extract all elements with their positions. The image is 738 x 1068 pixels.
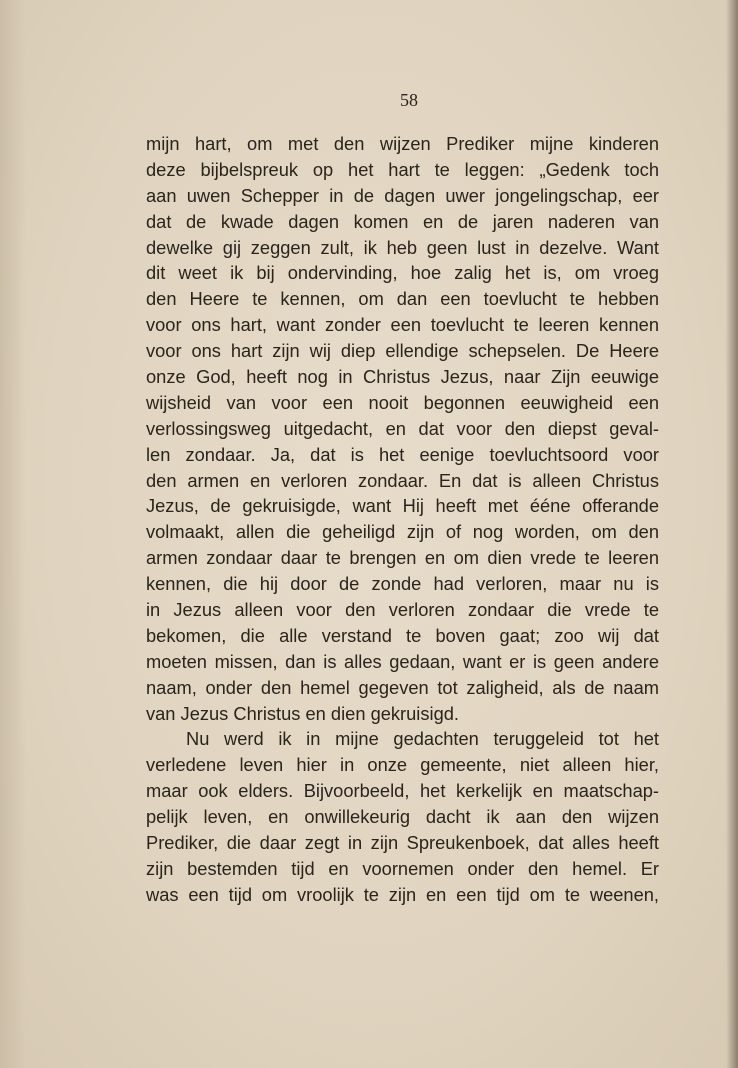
text-line: dit weet ik bij ondervinding, hoe zalig het is, om vroeg bbox=[146, 262, 659, 284]
text-line: voor ons hart, want zonder een toevlucht te leeren kennen bbox=[146, 314, 659, 336]
text-line: dat de kwade dagen komen en de jaren naderen van bbox=[146, 210, 659, 232]
text-line: naam, onder den hemel gegeven tot zaligheid, als de naam bbox=[146, 676, 659, 698]
text-line: in Jezus alleen voor den verloren zondaar die vrede te bbox=[146, 599, 659, 621]
text-line: bekomen, die alle verstand te boven gaat; zoo wij dat bbox=[146, 624, 659, 646]
text-line: verledene leven hier in onze gemeente, niet alleen hier, bbox=[146, 754, 659, 776]
text-line: Jezus, de gekruisigde, want Hij heeft met ééne offerande bbox=[146, 495, 659, 517]
text-line: voor ons hart zijn wij diep ellendige schepselen. De Heere bbox=[146, 340, 659, 362]
text-line: len zondaar. Ja, dat is het eenige toevluchtsoord voor bbox=[146, 443, 659, 465]
text-line: van Jezus Christus en dien gekruisigd. bbox=[146, 702, 459, 724]
text-line: verlossingsweg uitgedacht, en dat voor den diepst geval- bbox=[146, 417, 659, 439]
text-line: aan uwen Schepper in de dagen uwer jongelingschap, eer bbox=[146, 184, 659, 206]
text-line: Nu werd ik in mijne gedachten teruggeleid tot het bbox=[186, 728, 659, 750]
text-line: was een tijd om vroolijk te zijn en een tijd om te weenen, bbox=[146, 883, 659, 905]
text-line: maar ook elders. Bijvoorbeeld, het kerkelijk en maatschap- bbox=[146, 780, 659, 802]
page-edge bbox=[726, 0, 738, 1068]
text-line: den Heere te kennen, om dan een toevlucht te hebben bbox=[146, 288, 659, 310]
text-line: dewelke gij zeggen zult, ik heb geen lust in dezelve. Want bbox=[146, 236, 659, 258]
text-line: wijsheid van voor een nooit begonnen eeuwigheid een bbox=[146, 391, 659, 413]
text-line: den armen en verloren zondaar. En dat is alleen Christus bbox=[146, 469, 659, 491]
text-line: deze bijbelspreuk op het hart te leggen: „Gedenk toch bbox=[146, 158, 659, 180]
text-line: armen zondaar daar te brengen en om dien vrede te leeren bbox=[146, 547, 659, 569]
text-line: volmaakt, allen die geheiligd zijn of nog worden, om den bbox=[146, 521, 659, 543]
body-text bbox=[146, 131, 659, 908]
text-line: pelijk leven, en onwillekeurig dacht ik aan den wijzen bbox=[146, 806, 659, 828]
page-gutter-shadow bbox=[0, 0, 26, 1068]
text-line: kennen, die hij door de zonde had verloren, maar nu is bbox=[146, 573, 659, 595]
text-line: mijn hart, om met den wijzen Prediker mijne kinderen bbox=[146, 133, 659, 154]
text-line: moeten missen, dan is alles gedaan, want er is geen andere bbox=[146, 650, 659, 672]
text-line: onze God, heeft nog in Christus Jezus, naar Zijn eeuwige bbox=[146, 366, 659, 388]
text-line: zijn bestemden tijd en voornemen onder den hemel. Er bbox=[146, 857, 659, 879]
page-number: 58 bbox=[400, 90, 418, 110]
text-line: Prediker, die daar zegt in zijn Spreukenboek, dat alles heeft bbox=[146, 832, 659, 854]
